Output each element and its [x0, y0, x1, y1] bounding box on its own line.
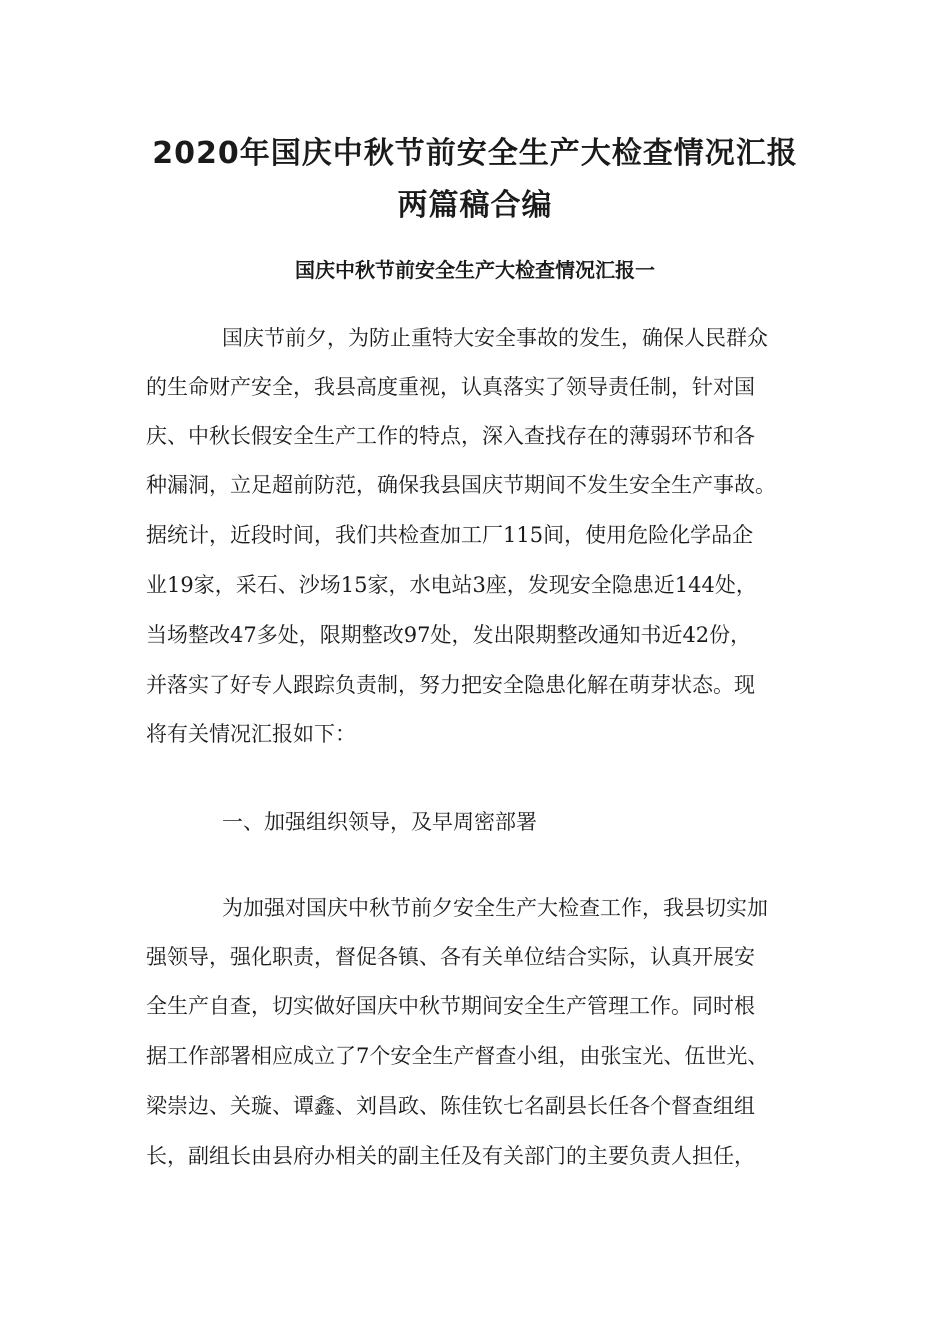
paragraph-2-line: 长，副组长由县府办相关的副主任及有关部门的主要负责人担任， — [146, 1144, 755, 1168]
paragraph-1-line: 并落实了好专人跟踪负责制，努力把安全隐患化解在萌芽状态。现 — [146, 673, 755, 697]
paragraph-1-line: 当场整改47多处，限期整改97处，发出限期整改通知书近42份， — [146, 623, 752, 647]
paragraph-1-line: 业19家，采石、沙场15家，水电站3座，发现安全隐患近144处， — [146, 573, 757, 597]
paragraph-2-line: 为加强对国庆中秋节前夕安全生产大检查工作，我县切实加 — [222, 896, 768, 920]
paragraph-1-line: 种漏洞，立足超前防范，确保我县国庆节期间不发生安全生产事故。 — [146, 473, 776, 497]
paragraph-2-line: 全生产自查，切实做好国庆中秋节期间安全生产管理工作。同时根 — [146, 994, 755, 1018]
paragraph-1-line: 国庆节前夕，为防止重特大安全事故的发生，确保人民群众 — [222, 326, 768, 350]
paragraph-1-line: 庆、中秋长假安全生产工作的特点，深入查找存在的薄弱环节和各 — [146, 424, 755, 448]
report-subtitle: 国庆中秋节前安全生产大检查情况汇报一 — [295, 258, 655, 282]
paragraph-1-line: 的生命财产安全，我县高度重视，认真落实了领导责任制，针对国 — [146, 375, 755, 399]
paragraph-1-line: 据统计，近段时间，我们共检查加工厂115间，使用危险化学品企 — [146, 523, 754, 547]
paragraph-2-line: 据工作部署相应成立了7个安全生产督查小组，由张宝光、伍世光、 — [146, 1044, 769, 1068]
paragraph-2-line: 梁崇边、关璇、谭鑫、刘昌政、陈佳钦七名副县长任各个督查组组 — [146, 1094, 755, 1118]
document-title-line-2: 两篇稿合编 — [397, 188, 553, 223]
document-title-line-1: 2020年国庆中秋节前安全生产大检查情况汇报 — [152, 136, 798, 171]
paragraph-2-line: 强领导，强化职责，督促各镇、各有关单位结合实际，认真开展安 — [146, 945, 755, 969]
section-1-heading: 一、加强组织领导，及早周密部署 — [222, 810, 537, 834]
paragraph-1-line: 将有关情况汇报如下： — [146, 722, 356, 746]
